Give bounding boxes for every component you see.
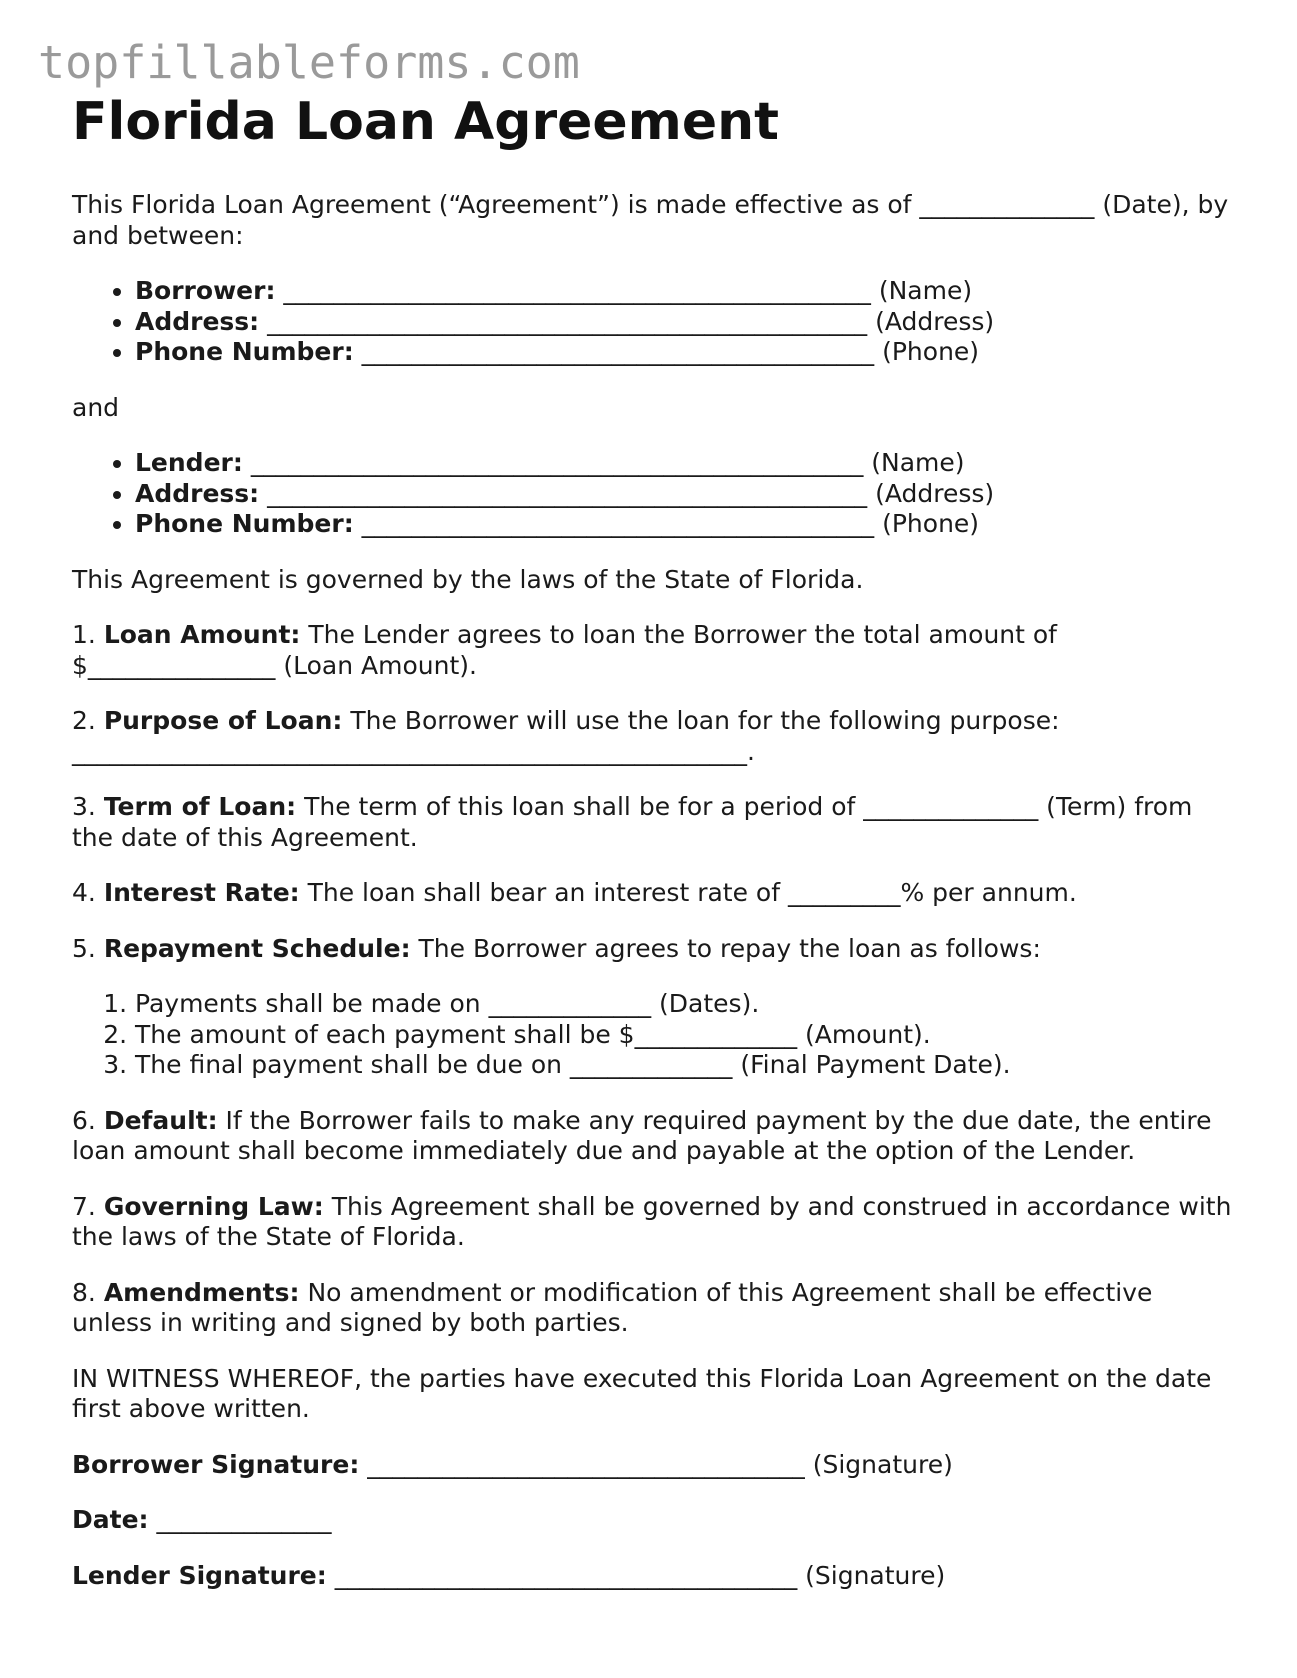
section-term: 3. Term of Loan: The term of this loan shall be for a period of ______________ (Term) from the date of this Agreement. [72, 792, 1193, 852]
document-body [72, 92, 1232, 1616]
lender-fields [72, 448, 1232, 540]
schedule-item: 2. The amount of each payment shall be $_____________ (Amount). [135, 1020, 1232, 1051]
governed-text: This Agreement is governed by the laws of the State of Florida. [72, 564, 864, 594]
borrower-address-field: • Address: ________________________________________________ (Address) [135, 307, 1232, 338]
borrower-signature-line: Borrower Signature: ___________________________________ (Signature) [72, 1449, 953, 1479]
borrower-phone-field: • Phone Number: _________________________________________ (Phone) [135, 337, 1232, 368]
schedule-item: 3. The final payment shall be due on _____________ (Final Payment Date). [135, 1050, 1232, 1081]
lender-name-field: • Lender: _________________________________________________ (Name) [135, 448, 1232, 479]
borrower-name-field: • Borrower: _______________________________________________ (Name) [135, 276, 1232, 307]
section-loan-amount: 1. Loan Amount: The Lender agrees to loan the Borrower the total amount of $_______________ (Loan Amount). [72, 620, 1057, 680]
section-governing-law: 7. Governing Law: This Agreement shall be governed by and construed in accordance with the laws of the State of Florida. [72, 1191, 1232, 1251]
lender-address-field: • Address: ________________________________________________ (Address) [135, 479, 1232, 510]
section-interest-rate: 4. Interest Rate: The loan shall bear an interest rate of _________% per annum. [72, 878, 1077, 907]
and-text: and [72, 392, 120, 422]
witness-text: IN WITNESS WHEREOF, the parties have executed this Florida Loan Agreement on the date first above written. [72, 1363, 1212, 1423]
lender-phone-field: • Phone Number: _________________________________________ (Phone) [135, 509, 1232, 540]
intro-paragraph: This Florida Loan Agreement (“Agreement”) is made effective as of ______________ (Date), by and between: [72, 190, 1229, 250]
signature-block [72, 1450, 1232, 1592]
borrower-fields [72, 276, 1232, 368]
watermark: topfillableforms.com [38, 36, 580, 89]
section-purpose: 2. Purpose of Loan: The Borrower will use the loan for the following purpose: ______________________________________________________. [72, 706, 1060, 766]
section-amendments: 8. Amendments: No amendment or modification of this Agreement shall be effective unless in writing and signed by both parties. [72, 1277, 1153, 1337]
section-repayment: 5. Repayment Schedule: The Borrower agrees to repay the loan as follows: [72, 933, 1041, 963]
lender-signature-line: Lender Signature: _____________________________________ (Signature) [72, 1560, 946, 1590]
repayment-schedule-list [72, 989, 1232, 1081]
section-default: 6. Default: If the Borrower fails to make any required payment by the due date, the entire loan amount shall become immediately due and payable at the option of the Lender. [72, 1105, 1212, 1165]
date-line: Date: ______________ [72, 1505, 332, 1534]
schedule-item: 1. Payments shall be made on _____________ (Dates). [135, 989, 1232, 1020]
page-title: Florida Loan Agreement [72, 92, 780, 152]
